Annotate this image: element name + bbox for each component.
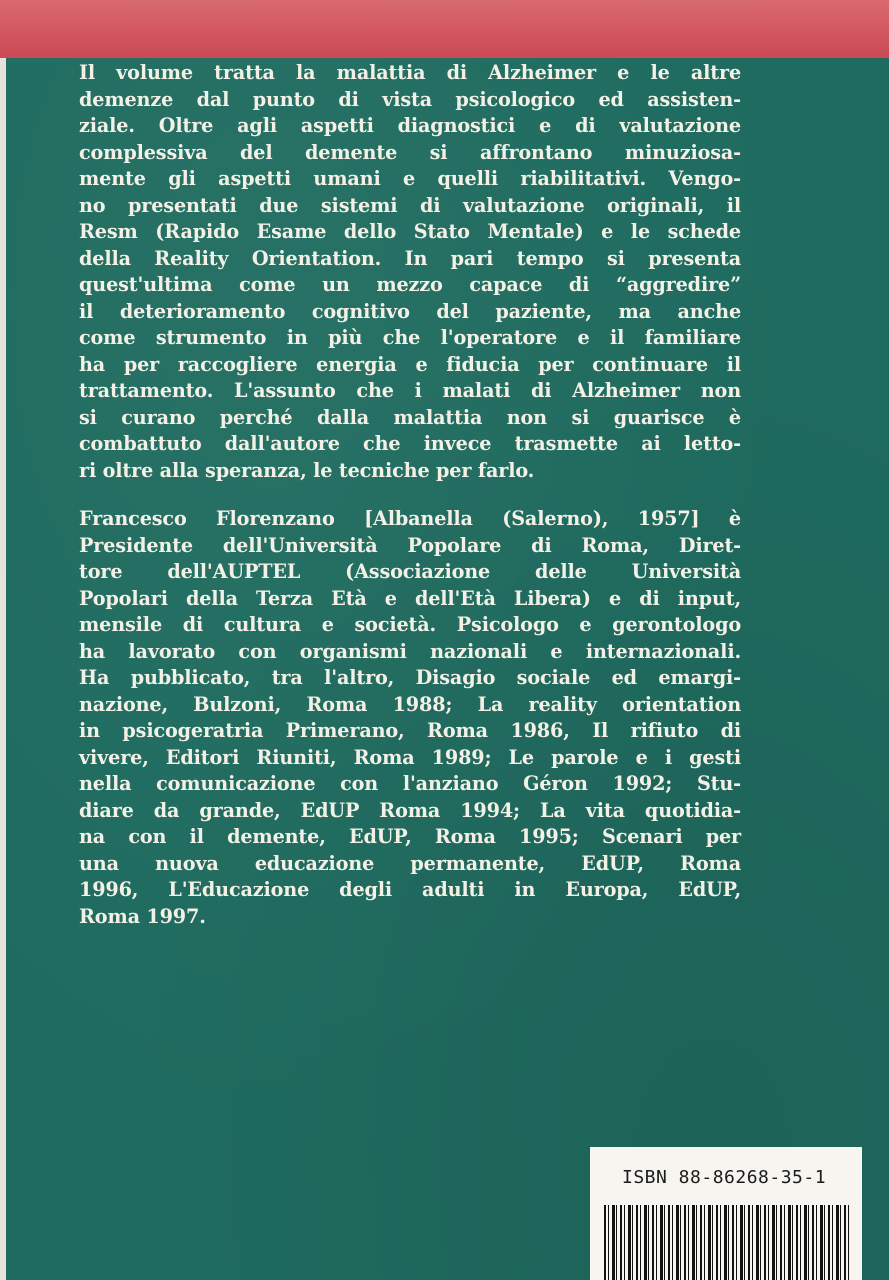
bio-line: vivere, Editori Riuniti, Roma 1989; Le parole e i gesti	[79, 745, 741, 769]
bio-line: Popolari della Terza Età e dell'Età Libera) e di input,	[79, 586, 741, 610]
description-line: Il volume tratta la malattia di Alzheimer e le altre	[79, 61, 741, 84]
description-line: della Reality Orientation. In pari tempo si presenta	[79, 246, 741, 270]
description-line: Resm (Rapido Esame dello Stato Mentale) e le schede	[79, 220, 741, 243]
description-line: come strumento in più che l'operatore e il familiare	[79, 326, 741, 349]
description-line: complessiva del demente si affrontano minuziosa-	[79, 140, 741, 164]
description-line: combattuto dall'autore che invece trasmette ai letto-	[79, 432, 741, 455]
author-biography	[79, 506, 741, 930]
bio-line: in psicogeratria Primerano, Roma 1986, Il rifiuto di	[79, 719, 741, 742]
description-line: ri oltre alla speranza, le tecniche per farlo.	[79, 458, 535, 482]
bio-line: Roma 1997.	[79, 904, 206, 928]
isbn-number: ISBN 88-86268-35-1	[622, 1167, 827, 1188]
description-line: no presentati due sistemi di valutazione originali, il	[79, 193, 741, 217]
description-line: quest'ultima come un mezzo capace di “aggredire”	[79, 273, 741, 296]
barcode	[604, 1205, 850, 1280]
description-line: demenze dal punto di vista psicologico ed assisten-	[79, 87, 741, 111]
description-line: mente gli aspetti umani e quelli riabilitativi. Vengo-	[79, 167, 741, 190]
bio-line: Francesco Florenzano [Albanella (Salerno), 1957] è	[79, 507, 741, 530]
bio-line: Presidente dell'Università Popolare di Roma, Diret-	[79, 533, 741, 557]
bio-line: diare da grande, EdUP Roma 1994; La vita quotidia-	[79, 798, 741, 822]
description-line: il deterioramento cognitivo del paziente, ma anche	[79, 299, 741, 323]
bio-line: una nuova educazione permanente, EdUP, Roma	[79, 851, 741, 875]
description-line: si curano perché dalla malattia non si guarisce è	[79, 405, 741, 429]
bio-line: tore dell'AUPTEL (Associazione delle Università	[79, 560, 741, 583]
description-line: trattamento. L'assunto che i malati di Alzheimer non	[79, 379, 741, 402]
description-line: ha per raccogliere energia e fiducia per continuare il	[79, 352, 741, 376]
bio-line: nella comunicazione con l'anziano Géron 1992; Stu-	[79, 772, 741, 795]
description-line: ziale. Oltre agli aspetti diagnostici e di valutazione	[79, 114, 741, 137]
top-color-band	[0, 0, 889, 60]
bio-line: ha lavorato con organismi nazionali e internazionali.	[79, 639, 741, 663]
isbn-barcode-label	[590, 1147, 862, 1280]
bio-line: na con il demente, EdUP, Roma 1995; Scenari per	[79, 825, 741, 848]
bio-line: 1996, L'Educazione degli adulti in Europa, EdUP,	[79, 878, 741, 901]
bio-line: mensile di cultura e società. Psicologo e gerontologo	[79, 613, 741, 636]
book-description	[79, 60, 741, 484]
bio-line: Ha pubblicato, tra l'altro, Disagio sociale ed emargi-	[79, 666, 741, 689]
bio-line: nazione, Bulzoni, Roma 1988; La reality orientation	[79, 692, 741, 716]
